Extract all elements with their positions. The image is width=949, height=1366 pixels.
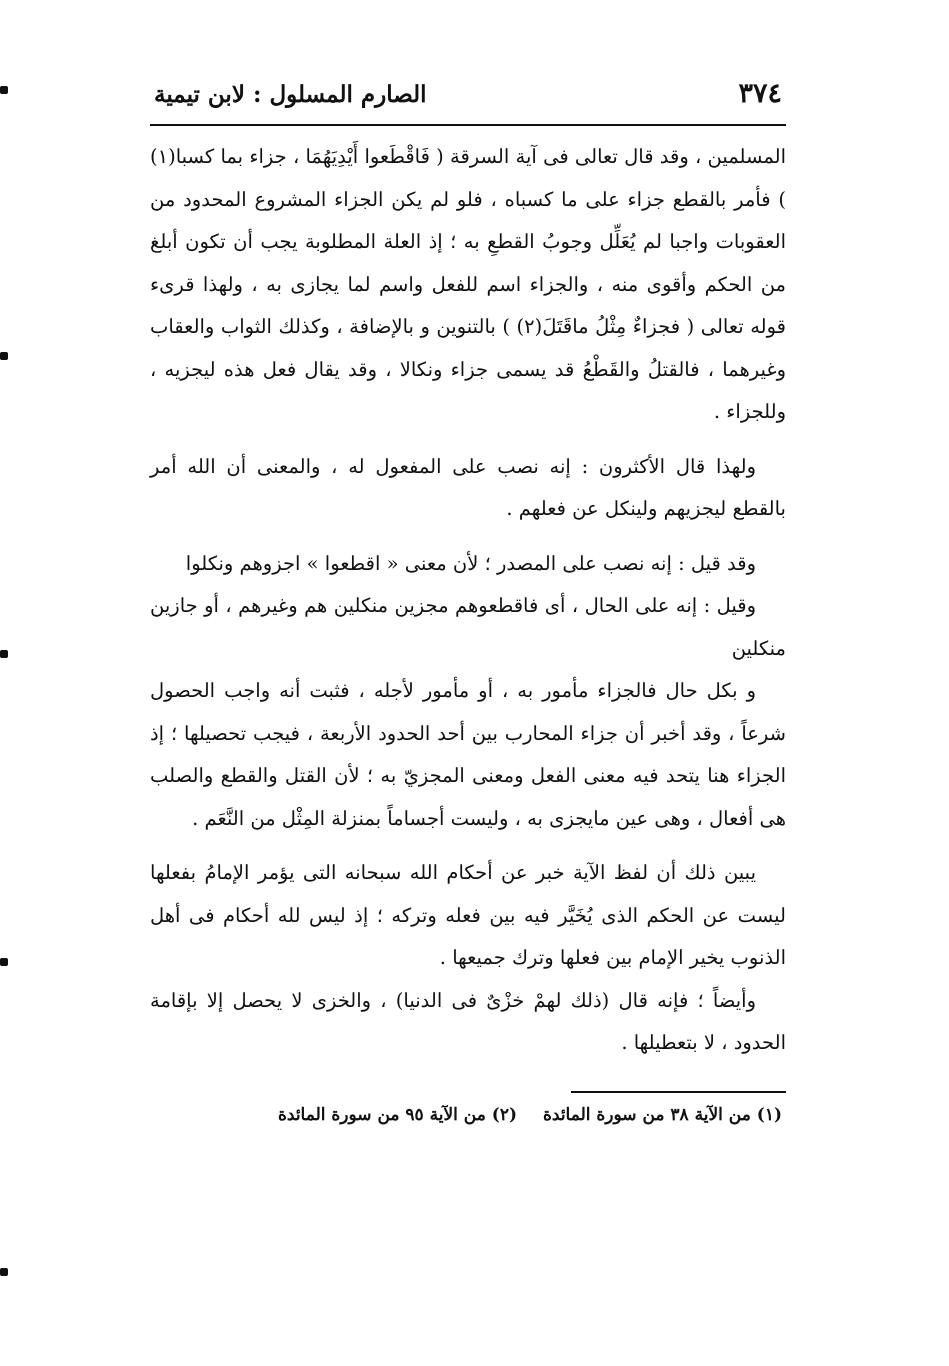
page-header <box>150 78 786 118</box>
paragraph: يبين ذلك أن لفظ الآية خبر عن أحكام الله سبحانه التى يؤمر الإمامُ بفعلها ليست عن الحكم الذى يُخَيَّر فيه بين فعله وتركه ؛ إذ ليس لله أحكام فى أهل الذنوب يخير الإمام بين فعلها وترك جميعها . <box>150 861 786 969</box>
scan-mark <box>0 958 8 966</box>
document-page <box>150 78 786 1125</box>
footnotes <box>150 1105 786 1125</box>
running-title: الصارم المسلول : لابن تيمية <box>154 81 427 108</box>
footnote: (١) من الآية ٣٨ من سورة المائدة <box>543 1104 782 1125</box>
paragraph: وأيضاً ؛ فإنه قال (ذلك لهمْ خزْىٌ فى الدنيا) ، والخزى لا يحصل إلا بإقامة الحدود ، لا بتعطيلها . <box>150 988 786 1054</box>
paragraph: وقيل : إنه على الحال ، أى فاقطعوهم مجزين منكلين هم وغيرهم ، أو جازين منكلين <box>150 594 786 660</box>
paragraph: و بكل حال فالجزاء مأمور به ، أو مأمور لأجله ، فثبت أنه واجب الحصول شرعاً ، وقد أخبر أن جزاء المحارب بين أحد الحدود الأربعة ، فيجب تحصيلها ؛ إذ الجزاء هنا يتحد فيه معنى الفعل ومعنى المجزيّ به ؛ لأن القتل والقطع والصلب هى أفعال ، وهى عين مايجزى به ، وليست أجساماً بمنزلة المِثْل من النَّعَم . <box>150 679 786 830</box>
footnote-rule <box>571 1091 786 1093</box>
scan-mark <box>0 352 8 360</box>
footnote: (٢) من الآية ٩٥ من سورة المائدة <box>278 1104 517 1125</box>
scan-mark <box>0 650 8 658</box>
scan-mark <box>0 86 8 94</box>
paragraph: المسلمين ، وقد قال تعالى فى آية السرقة ( فَاقْطَعوا أَيْدِيَهُمَا ، جزاء بما كسبا(١) ) فأمر بالقطع جزاء على ما كسباه ، فلو لم يكن الجزاء المشروع المحدود من العقوبات واجبا لم يُعَلِّل وجوبُ القطعِ به ؛ إذ العلة المطلوبة يجب أن تكون أبلغ من الحكم وأقوى منه ، والجزاء اسم للفعل واسم لما يجازى به ، ولهذا قرىء قوله تعالى ( فجزاءٌ مِثْلُ ماقَتَلَ(٢) ) بالتنوين و بالإضافة ، وكذلك الثواب والعقاب وغيرهما ، فالقتلُ والقَطْعُ قد يسمى جزاء ونكالا ، وقد يقال فعل هذه ليجزيه ، وللجزاء . <box>150 145 787 423</box>
paragraph: ولهذا قال الأكثرون : إنه نصب على المفعول له ، والمعنى أن الله أمر بالقطع ليجزيهم ولينكل عن فعلهم . <box>150 454 786 520</box>
paragraph: وقد قيل : إنه نصب على المصدر ؛ لأن معنى « اقطعوا » اجزوهم ونكلوا <box>185 551 756 575</box>
body-text <box>150 136 786 1065</box>
scan-mark <box>0 1268 8 1276</box>
header-rule <box>150 124 786 126</box>
page-number: ٣٧٤ <box>738 78 782 109</box>
